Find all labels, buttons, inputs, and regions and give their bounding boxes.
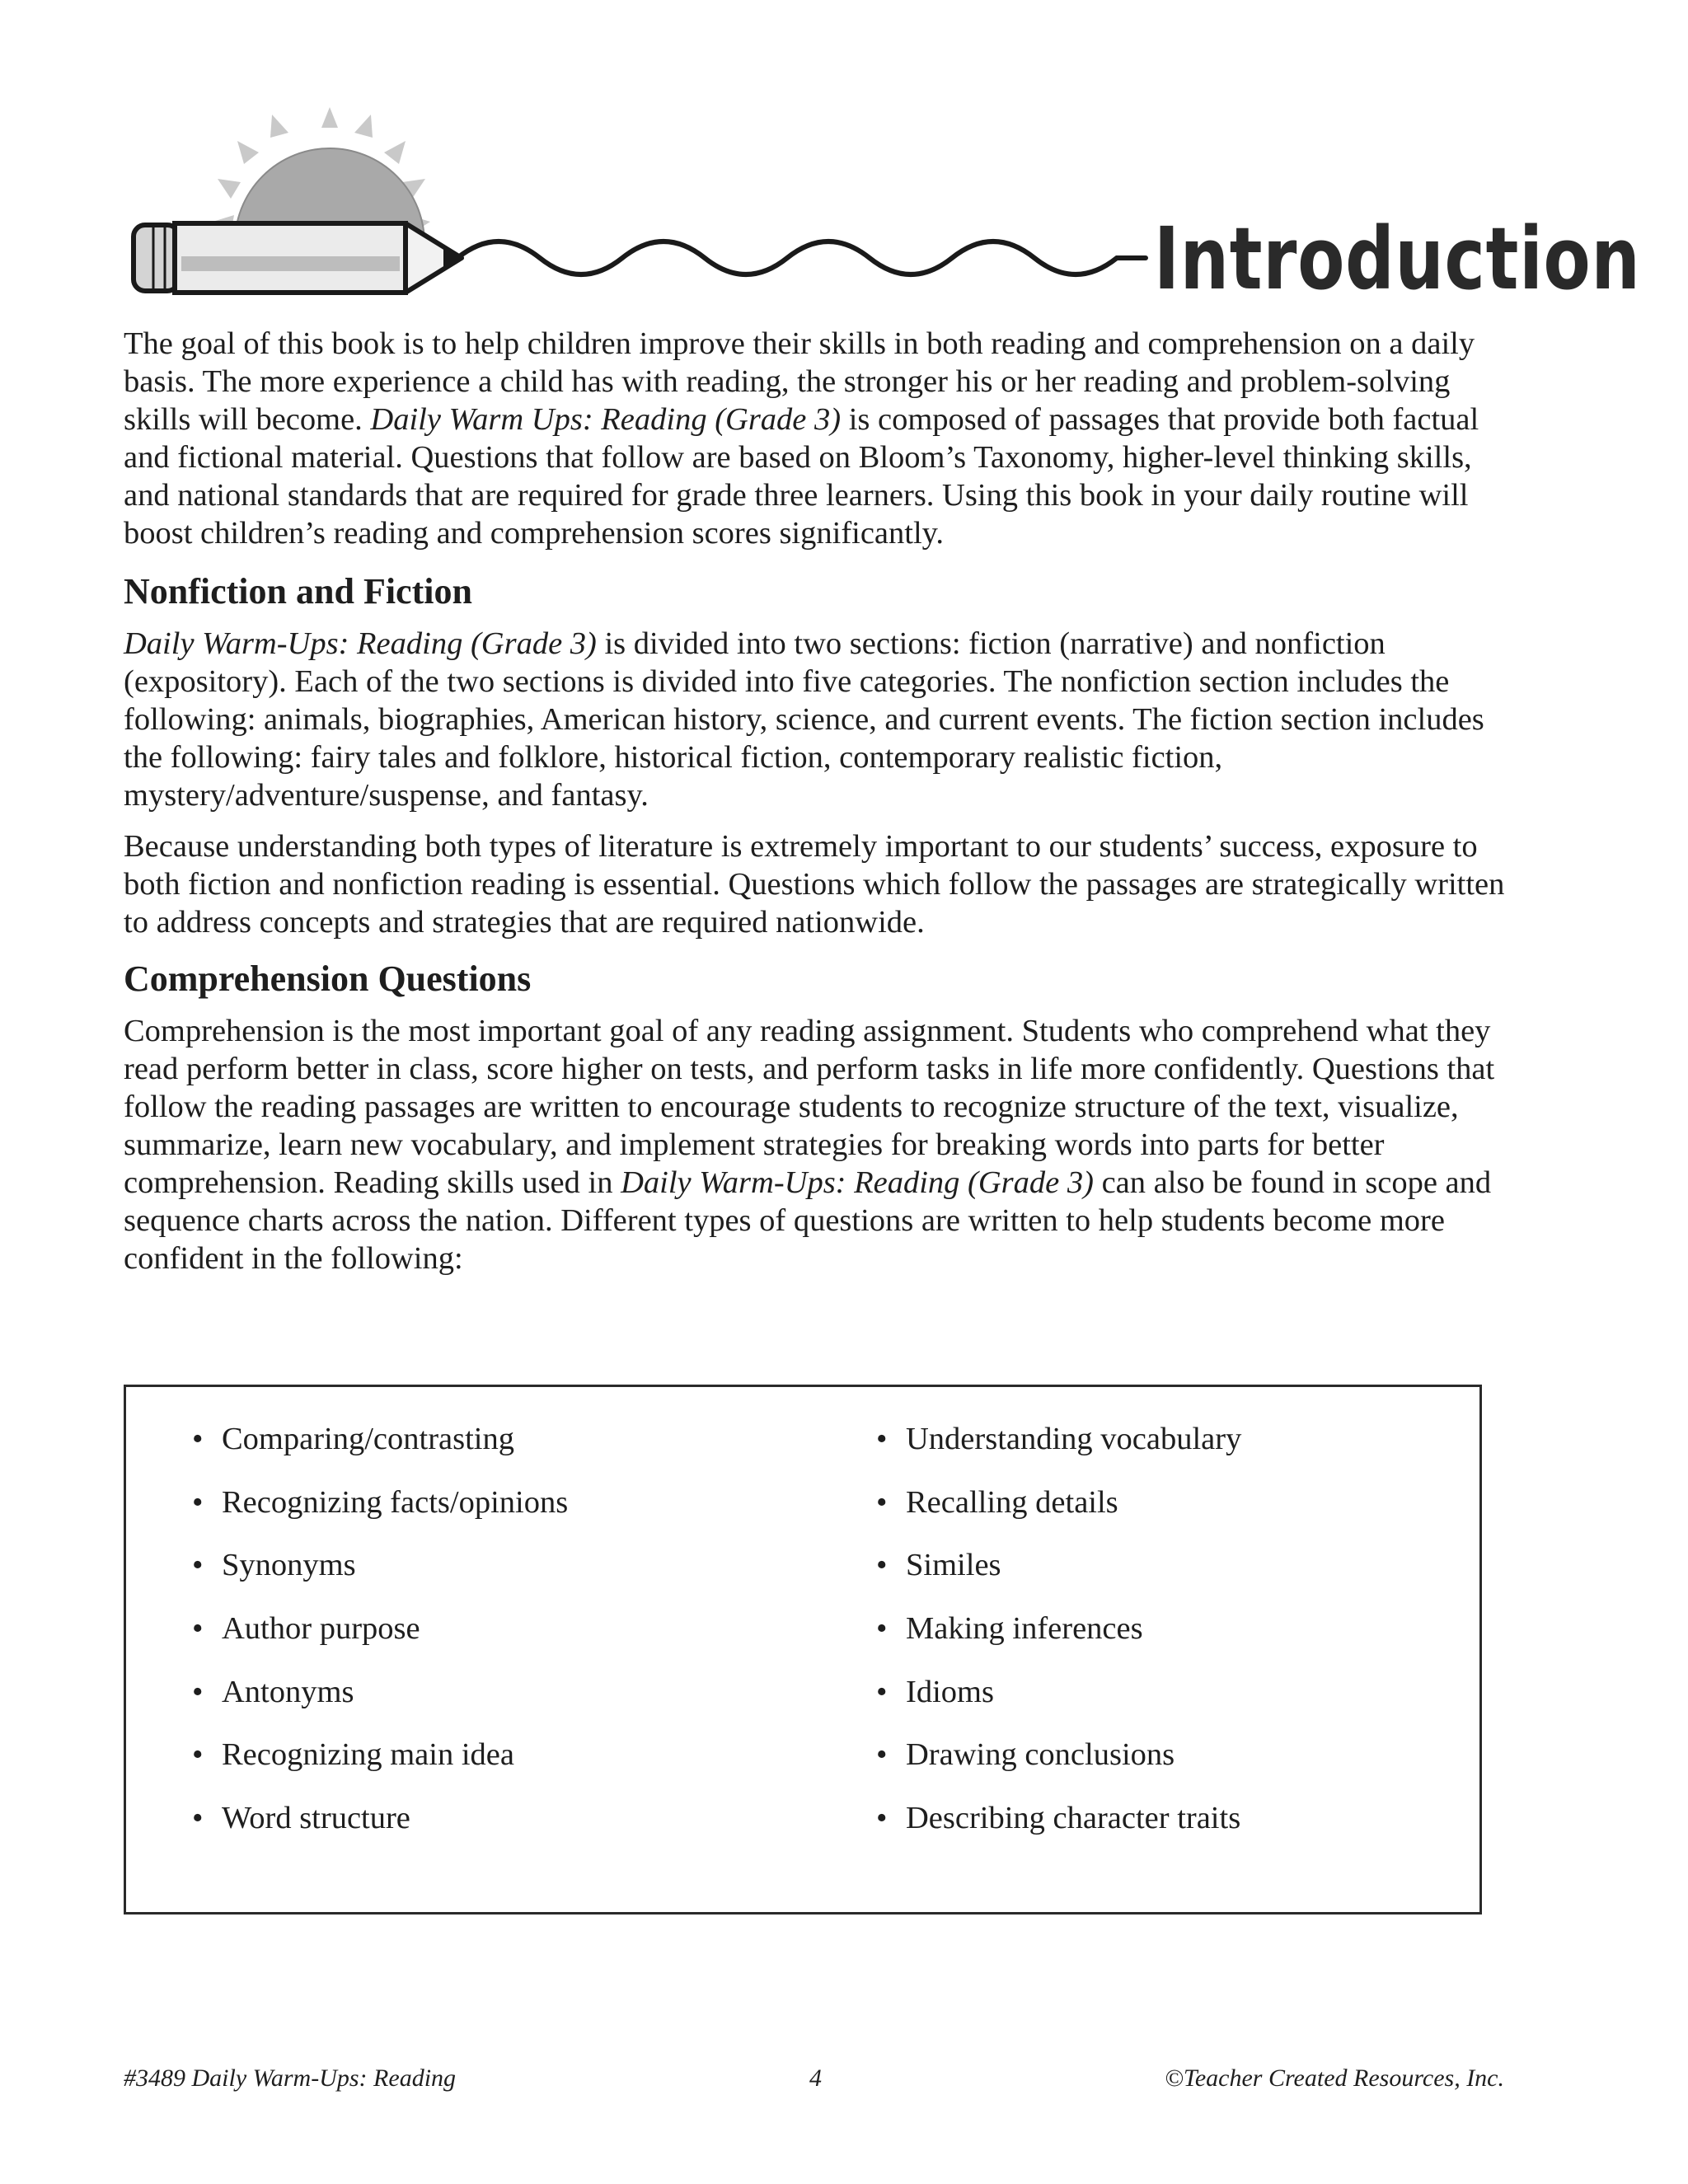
nonfiction-text: is divided into two sections: fiction (narrative) and nonfiction (expository). Each of the two sections is divided into five categories. The nonfiction section includes the following: animals, biographies, American history, science, and current events. The fiction section includes the following: fairy tales and folklore, historical fiction, contemporary realistic fiction, mystery/adventure/suspense, and fantasy. <box>124 626 1484 813</box>
skill-label: Antonyms <box>222 1674 354 1709</box>
bullet: • <box>192 1484 204 1520</box>
skill-item <box>876 1673 1241 1736</box>
skill-label: Recalling details <box>906 1484 1118 1520</box>
book-title: Daily Warm-Ups: Reading (Grade 3) <box>124 626 597 661</box>
skill-item <box>192 1546 568 1610</box>
skill-item <box>876 1610 1241 1673</box>
bullet: • <box>192 1611 204 1647</box>
section-heading-nonfiction: Nonfiction and Fiction <box>124 571 472 612</box>
intro-paragraph <box>124 325 1525 552</box>
skill-label: Idioms <box>906 1674 994 1709</box>
page-title: Introduction <box>1154 209 1641 309</box>
bullet: • <box>876 1801 888 1836</box>
page-number: 4 <box>809 2064 822 2092</box>
skill-item <box>876 1736 1241 1799</box>
skill-item <box>876 1420 1241 1483</box>
bullet: • <box>192 1422 204 1456</box>
intro-text-part: The goal of this book is to help children improve their skills in both reading and comprehension on a daily basis. The more experience a child has with reading, the stronger his or her reading and problem-solving skills will become. <box>124 326 1475 437</box>
comprehension-paragraph <box>124 1012 1525 1277</box>
skill-label: Making inferences <box>906 1611 1143 1647</box>
skill-item <box>876 1799 1241 1863</box>
skill-label: Describing character traits <box>906 1801 1241 1836</box>
skills-list-right <box>876 1420 1241 1863</box>
literature-paragraph: Because understanding both types of literature is extremely important to our students’ success, exposure to both fiction and nonfiction reading is essential. Questions which follow the passages are strategically written to address concepts and strategies that are required nationwide. <box>124 829 1505 940</box>
skill-label: Author purpose <box>222 1611 420 1647</box>
bullet: • <box>192 1674 204 1709</box>
skill-label: Recognizing main idea <box>222 1737 514 1773</box>
skill-label: Synonyms <box>222 1548 356 1583</box>
skill-item <box>876 1546 1241 1610</box>
skill-label: Word structure <box>222 1801 410 1836</box>
footer-copyright: ©Teacher Created Resources, Inc. <box>1165 2064 1504 2092</box>
book-title: Daily Warm Ups: Reading (Grade 3) <box>370 402 842 437</box>
intro-text-part: is composed of passages that provide both factual and fictional material. Questions that follow are based on Bloom’s Taxonomy, higher-level thinking skills, and national standards that are required for grade three learners. Using this book in your daily routine will boost children’s reading and comprehension scores significantly. <box>124 402 1479 551</box>
skill-label: Similes <box>906 1548 1001 1583</box>
skill-label: Comparing/contrasting <box>222 1422 514 1456</box>
skill-item <box>192 1799 568 1863</box>
skill-label: Drawing conclusions <box>906 1737 1175 1773</box>
bullet: • <box>192 1801 204 1836</box>
squiggle-line <box>457 241 1146 274</box>
section-heading-comprehension: Comprehension Questions <box>124 958 532 999</box>
page-footer <box>124 2060 1504 2097</box>
skill-item <box>192 1420 568 1483</box>
bullet: • <box>876 1484 888 1520</box>
skills-box <box>124 1385 1482 1915</box>
book-title: Daily Warm-Ups: Reading (Grade 3) <box>621 1165 1094 1200</box>
nonfiction-paragraph <box>124 625 1525 814</box>
pencil-icon <box>134 223 462 293</box>
skill-label: Recognizing facts/opinions <box>222 1484 569 1520</box>
bullet: • <box>876 1674 888 1709</box>
skill-item <box>192 1736 568 1799</box>
bullet: • <box>876 1611 888 1647</box>
footer-book-code: #3489 Daily Warm-Ups: Reading <box>124 2064 457 2092</box>
skill-item <box>876 1483 1241 1547</box>
bullet: • <box>876 1548 888 1583</box>
bullet: • <box>192 1548 204 1583</box>
main-content <box>124 325 1525 1277</box>
skills-list-left <box>192 1420 568 1863</box>
skill-label: Understanding vocabulary <box>906 1422 1242 1456</box>
skill-item <box>192 1673 568 1736</box>
comprehension-text-part: can also be found in scope and sequence charts across the nation. Different types of questions are written to help students become more confident in the following: <box>124 1165 1492 1276</box>
bullet: • <box>876 1422 888 1456</box>
skill-item <box>192 1610 568 1673</box>
comprehension-text-part: Comprehension is the most important goal of any reading assignment. Students who comprehend what they read perform better in class, score higher on tests, and perform tasks in life more confidently. Questions that follow the reading passages are written to encourage students to recognize structure of the text, visualize, summarize, learn new vocabulary, and implement strategies for breaking words into parts for better comprehension. Reading skills used in <box>124 1014 1495 1200</box>
bullet: • <box>876 1737 888 1773</box>
bullet: • <box>192 1737 204 1773</box>
skill-item <box>192 1483 568 1547</box>
header-illustration <box>124 103 1195 317</box>
